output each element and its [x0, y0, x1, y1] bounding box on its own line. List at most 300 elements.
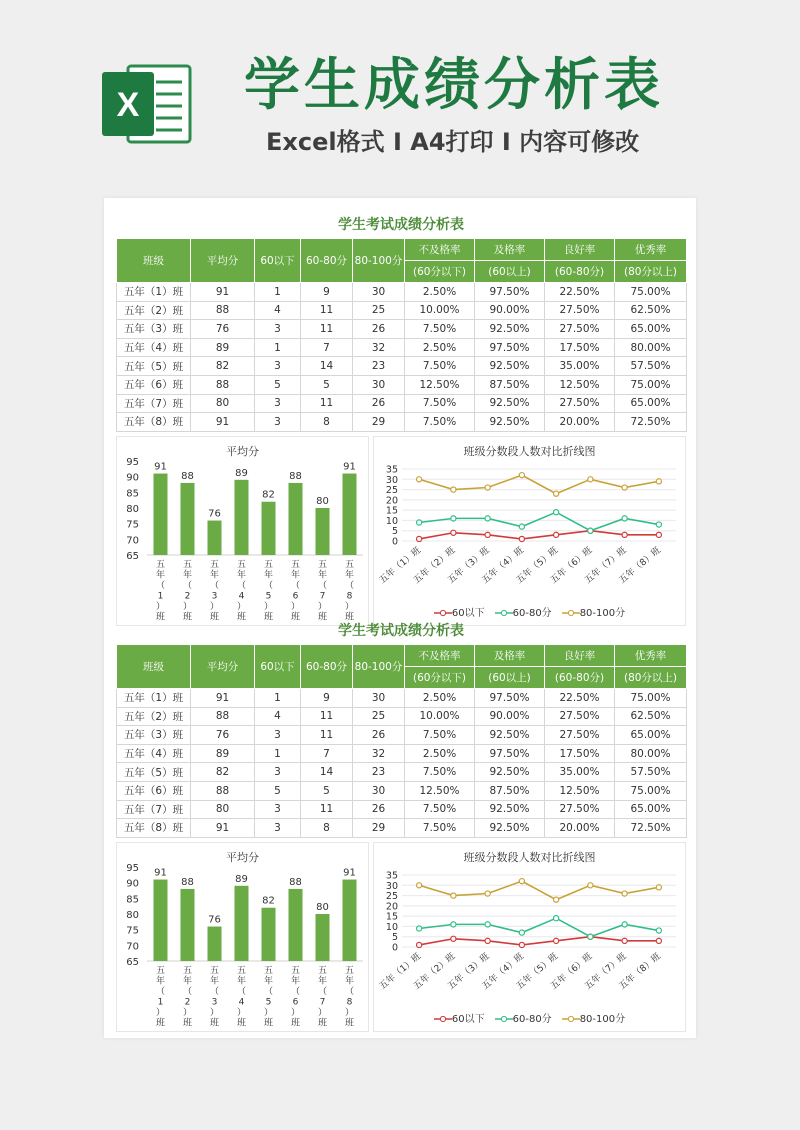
data-point	[519, 878, 524, 883]
legend-swatch-icon	[434, 1015, 452, 1023]
table-body	[117, 689, 687, 838]
bar-data-label: 80	[316, 901, 329, 913]
x-tick-label: 五年（ 8 ）班	[344, 559, 355, 623]
table-row	[117, 394, 687, 413]
header-fail-rate: 不及格率	[405, 239, 475, 261]
table-row	[117, 283, 687, 302]
bar-data-label: 82	[262, 489, 275, 501]
cell-good-rate: 22.50%	[545, 689, 615, 708]
data-point	[519, 942, 524, 947]
excel-logo-icon	[98, 58, 194, 154]
y-tick-label: 25	[385, 484, 398, 496]
cell-fail-rate: 10.00%	[405, 301, 475, 320]
bar	[154, 473, 168, 554]
cell-excellent-rate: 80.00%	[615, 744, 687, 763]
data-point	[656, 938, 661, 943]
cell-fail-rate: 7.50%	[405, 320, 475, 339]
table-row	[117, 744, 687, 763]
cell-class: 五年（3）班	[117, 320, 191, 339]
cell-pass-rate: 87.50%	[475, 781, 545, 800]
charts-row	[116, 842, 686, 1032]
header-average: 平均分	[191, 645, 255, 689]
legend-label: 60以下	[451, 607, 485, 619]
y-tick-label: 70	[126, 535, 139, 547]
data-point	[451, 936, 456, 941]
average-bar-chart	[117, 437, 370, 627]
bar	[343, 879, 357, 960]
line-chart-legend	[374, 604, 685, 619]
data-point	[656, 532, 661, 537]
cell-below-60: 3	[255, 763, 301, 782]
cell-below-60: 1	[255, 689, 301, 708]
table-row	[117, 726, 687, 745]
cell-good-rate: 27.50%	[545, 707, 615, 726]
header-good-rate: 良好率	[545, 645, 615, 667]
cell-class: 五年（5）班	[117, 763, 191, 782]
y-tick-label: 20	[385, 901, 398, 913]
svg-text:X: X	[116, 86, 140, 124]
data-point	[656, 884, 661, 889]
cell-below-60: 4	[255, 301, 301, 320]
cell-good-rate: 35.00%	[545, 763, 615, 782]
cell-fail-rate: 7.50%	[405, 357, 475, 376]
cell-average: 76	[191, 320, 255, 339]
cell-80-100: 25	[353, 707, 405, 726]
cell-class: 五年（6）班	[117, 781, 191, 800]
cell-average: 76	[191, 726, 255, 745]
y-tick-label: 5	[391, 931, 398, 943]
charts-row	[116, 436, 686, 626]
x-tick-label: 五年（7）班	[583, 545, 629, 586]
cell-pass-rate: 92.50%	[475, 726, 545, 745]
cell-class: 五年（7）班	[117, 800, 191, 819]
data-point	[554, 491, 559, 496]
cell-class: 五年（4）班	[117, 338, 191, 357]
cell-excellent-rate: 57.50%	[615, 763, 687, 782]
cell-pass-rate: 92.50%	[475, 413, 545, 432]
data-point	[622, 516, 627, 521]
y-tick-label: 95	[126, 456, 139, 468]
y-tick-label: 20	[385, 495, 398, 507]
cell-good-rate: 17.50%	[545, 338, 615, 357]
data-point	[485, 891, 490, 896]
cell-fail-rate: 7.50%	[405, 413, 475, 432]
bar-data-label: 91	[154, 461, 167, 473]
x-tick-label: 五年（4）班	[480, 951, 526, 992]
cell-average: 88	[191, 375, 255, 394]
legend-label: 60-80分	[512, 1013, 552, 1025]
data-point	[656, 928, 661, 933]
cell-60-80: 5	[301, 375, 353, 394]
cell-class: 五年（5）班	[117, 357, 191, 376]
x-tick-label: 五年（ 4 ）班	[236, 965, 247, 1029]
header-class: 班级	[117, 239, 191, 283]
cell-60-80: 5	[301, 781, 353, 800]
cell-below-60: 3	[255, 357, 301, 376]
cell-below-60: 3	[255, 819, 301, 838]
cell-60-80: 8	[301, 819, 353, 838]
y-tick-label: 35	[385, 464, 398, 476]
cell-below-60: 3	[255, 800, 301, 819]
cell-average: 91	[191, 689, 255, 708]
cell-pass-rate: 97.50%	[475, 689, 545, 708]
header-below-60: 60以下	[255, 239, 301, 283]
x-tick-label: 五年（ 1 ）班	[155, 965, 166, 1029]
cell-60-80: 9	[301, 689, 353, 708]
y-tick-label: 30	[385, 474, 398, 486]
data-point	[554, 897, 559, 902]
table-row	[117, 301, 687, 320]
cell-60-80: 11	[301, 320, 353, 339]
bar	[262, 501, 276, 554]
cell-fail-rate: 7.50%	[405, 800, 475, 819]
bar-data-label: 88	[289, 876, 302, 888]
bar	[181, 483, 195, 555]
y-tick-label: 15	[385, 911, 398, 923]
y-tick-label: 30	[385, 880, 398, 892]
cell-60-80: 14	[301, 357, 353, 376]
header-pass-rate-sub: (60以上)	[475, 261, 545, 283]
x-tick-label: 五年（ 6 ）班	[290, 559, 301, 623]
cell-60-80: 11	[301, 707, 353, 726]
x-tick-label: 五年（ 2 ）班	[182, 965, 193, 1029]
header-80-100: 80-100分	[353, 239, 405, 283]
cell-80-100: 23	[353, 357, 405, 376]
header-excellent-rate: 优秀率	[615, 239, 687, 261]
legend-item	[434, 1014, 485, 1025]
bar	[316, 508, 330, 555]
header-excellent-rate-sub: (80分以上)	[615, 261, 687, 283]
cell-pass-rate: 97.50%	[475, 283, 545, 302]
x-tick-label: 五年（1）班	[377, 545, 424, 586]
average-bar-chart	[117, 843, 370, 1033]
bar	[235, 480, 249, 555]
data-point	[519, 536, 524, 541]
cell-fail-rate: 2.50%	[405, 744, 475, 763]
cell-below-60: 1	[255, 338, 301, 357]
cell-60-80: 11	[301, 301, 353, 320]
cell-excellent-rate: 75.00%	[615, 283, 687, 302]
header-fail-rate-sub: (60分以下)	[405, 667, 475, 689]
cell-excellent-rate: 72.50%	[615, 819, 687, 838]
header-pass-rate: 及格率	[475, 645, 545, 667]
cell-class: 五年（4）班	[117, 744, 191, 763]
hero-title: 学生成绩分析表	[244, 53, 664, 118]
cell-average: 80	[191, 800, 255, 819]
cell-below-60: 4	[255, 707, 301, 726]
table-row	[117, 320, 687, 339]
y-tick-label: 90	[126, 878, 139, 890]
y-tick-label: 75	[126, 925, 139, 937]
cell-80-100: 30	[353, 689, 405, 708]
data-point	[417, 536, 422, 541]
x-tick-label: 五年（ 5 ）班	[263, 965, 274, 1029]
legend-swatch-icon	[495, 1015, 513, 1023]
cell-excellent-rate: 80.00%	[615, 338, 687, 357]
legend-swatch-icon	[434, 609, 452, 617]
cell-60-80: 7	[301, 338, 353, 357]
cell-pass-rate: 92.50%	[475, 763, 545, 782]
y-tick-label: 65	[126, 956, 139, 968]
cell-60-80: 7	[301, 744, 353, 763]
x-tick-label: 五年（8）班	[617, 951, 663, 992]
y-tick-label: 95	[126, 862, 139, 874]
table-row	[117, 763, 687, 782]
bar-data-label: 82	[262, 895, 275, 907]
x-tick-label: 五年（ 1 ）班	[155, 559, 166, 623]
cell-good-rate: 12.50%	[545, 781, 615, 800]
data-point	[451, 487, 456, 492]
x-tick-label: 五年（8）班	[617, 545, 663, 586]
table-row	[117, 338, 687, 357]
y-tick-label: 80	[126, 909, 139, 921]
bar-data-label: 91	[343, 867, 356, 879]
cell-fail-rate: 10.00%	[405, 707, 475, 726]
data-point	[451, 893, 456, 898]
cell-pass-rate: 92.50%	[475, 320, 545, 339]
cell-class: 五年（1）班	[117, 689, 191, 708]
y-tick-label: 90	[126, 472, 139, 484]
cell-fail-rate: 2.50%	[405, 689, 475, 708]
data-point	[417, 882, 422, 887]
data-point	[622, 485, 627, 490]
data-point	[588, 934, 593, 939]
cell-excellent-rate: 65.00%	[615, 800, 687, 819]
data-point	[622, 532, 627, 537]
cell-excellent-rate: 65.00%	[615, 726, 687, 745]
cell-good-rate: 20.00%	[545, 819, 615, 838]
legend-label: 60以下	[451, 1013, 485, 1025]
cell-class: 五年（8）班	[117, 819, 191, 838]
cell-below-60: 3	[255, 320, 301, 339]
cell-fail-rate: 7.50%	[405, 763, 475, 782]
cell-average: 82	[191, 357, 255, 376]
cell-excellent-rate: 72.50%	[615, 413, 687, 432]
cell-good-rate: 27.50%	[545, 800, 615, 819]
table-row	[117, 689, 687, 708]
x-tick-label: 五年（ 2 ）班	[182, 559, 193, 623]
cell-good-rate: 20.00%	[545, 413, 615, 432]
cell-fail-rate: 7.50%	[405, 819, 475, 838]
y-tick-label: 25	[385, 890, 398, 902]
data-point	[485, 532, 490, 537]
line-chart-panel	[373, 436, 686, 626]
x-tick-label: 五年（ 4 ）班	[236, 559, 247, 623]
legend-label: 80-100分	[579, 607, 626, 619]
cell-pass-rate: 92.50%	[475, 357, 545, 376]
cell-below-60: 5	[255, 781, 301, 800]
bar-data-label: 91	[154, 867, 167, 879]
x-tick-label: 五年（ 6 ）班	[290, 965, 301, 1029]
data-point	[588, 528, 593, 533]
cell-class: 五年（3）班	[117, 726, 191, 745]
x-tick-label: 五年（ 7 ）班	[317, 965, 328, 1029]
cell-pass-rate: 92.50%	[475, 394, 545, 413]
y-tick-label: 10	[385, 515, 398, 527]
y-tick-label: 0	[391, 536, 398, 548]
y-tick-label: 10	[385, 921, 398, 933]
score-table	[116, 238, 687, 432]
score-band-line-chart	[374, 843, 687, 1033]
data-point	[622, 938, 627, 943]
cell-pass-rate: 97.50%	[475, 338, 545, 357]
x-tick-label: 五年（5）班	[514, 951, 561, 992]
cell-fail-rate: 12.50%	[405, 375, 475, 394]
cell-60-80: 9	[301, 283, 353, 302]
data-point	[656, 478, 661, 483]
y-tick-label: 85	[126, 894, 139, 906]
y-tick-label: 0	[391, 942, 398, 954]
cell-fail-rate: 2.50%	[405, 283, 475, 302]
cell-average: 91	[191, 819, 255, 838]
bar	[154, 879, 168, 960]
x-tick-label: 五年（ 3 ）班	[209, 559, 220, 623]
average-chart-title: 平均分	[226, 850, 259, 864]
table-row	[117, 707, 687, 726]
table-row	[117, 413, 687, 432]
y-tick-label: 70	[126, 941, 139, 953]
y-tick-label: 65	[126, 550, 139, 562]
cell-80-100: 32	[353, 338, 405, 357]
cell-fail-rate: 2.50%	[405, 338, 475, 357]
cell-80-100: 26	[353, 394, 405, 413]
cell-pass-rate: 87.50%	[475, 375, 545, 394]
y-tick-label: 35	[385, 870, 398, 882]
data-point	[554, 938, 559, 943]
cell-pass-rate: 92.50%	[475, 800, 545, 819]
x-tick-label: 五年（6）班	[549, 545, 595, 586]
data-point	[451, 516, 456, 521]
legend-swatch-icon	[562, 1015, 580, 1023]
header-excellent-rate-sub: (80分以上)	[615, 667, 687, 689]
x-tick-label: 五年（ 7 ）班	[317, 559, 328, 623]
cell-class: 五年（2）班	[117, 707, 191, 726]
bar-data-label: 88	[289, 470, 302, 482]
cell-80-100: 30	[353, 375, 405, 394]
header-pass-rate: 及格率	[475, 239, 545, 261]
section-title: 学生考试成绩分析表	[338, 217, 464, 233]
cell-fail-rate: 12.50%	[405, 781, 475, 800]
bar-data-label: 88	[181, 876, 194, 888]
data-point	[588, 882, 593, 887]
cell-80-100: 26	[353, 320, 405, 339]
bar-data-label: 76	[208, 914, 221, 926]
legend-label: 60-80分	[512, 607, 552, 619]
y-tick-label: 75	[126, 519, 139, 531]
cell-class: 五年（7）班	[117, 394, 191, 413]
x-tick-label: 五年（3）班	[446, 545, 492, 586]
cell-excellent-rate: 62.50%	[615, 707, 687, 726]
cell-80-100: 26	[353, 800, 405, 819]
cell-good-rate: 27.50%	[545, 394, 615, 413]
header-class: 班级	[117, 645, 191, 689]
average-chart-panel	[116, 436, 369, 626]
x-tick-label: 五年（2）班	[412, 545, 458, 586]
bar-data-label: 91	[343, 461, 356, 473]
cell-80-100: 29	[353, 819, 405, 838]
cell-average: 88	[191, 707, 255, 726]
score-table	[116, 644, 687, 838]
data-point	[622, 891, 627, 896]
cell-80-100: 25	[353, 301, 405, 320]
line-chart-panel	[373, 842, 686, 1032]
table-row	[117, 781, 687, 800]
data-point	[554, 509, 559, 514]
cell-fail-rate: 7.50%	[405, 726, 475, 745]
header-pass-rate-sub: (60以上)	[475, 667, 545, 689]
cell-below-60: 1	[255, 744, 301, 763]
header-good-rate: 良好率	[545, 239, 615, 261]
data-point	[485, 516, 490, 521]
legend-swatch-icon	[495, 609, 513, 617]
x-tick-label: 五年（2）班	[412, 951, 458, 992]
cell-excellent-rate: 75.00%	[615, 781, 687, 800]
x-tick-label: 五年（ 5 ）班	[263, 559, 274, 623]
cell-excellent-rate: 62.50%	[615, 301, 687, 320]
header-good-rate-sub: (60-80分)	[545, 261, 615, 283]
cell-pass-rate: 90.00%	[475, 301, 545, 320]
cell-class: 五年（6）班	[117, 375, 191, 394]
data-point	[622, 922, 627, 927]
cell-80-100: 32	[353, 744, 405, 763]
cell-pass-rate: 92.50%	[475, 819, 545, 838]
table-row	[117, 357, 687, 376]
y-tick-label: 15	[385, 505, 398, 517]
cell-80-100: 30	[353, 781, 405, 800]
table-body	[117, 283, 687, 432]
bar-data-label: 89	[235, 873, 248, 885]
bar	[316, 914, 330, 961]
data-point	[519, 472, 524, 477]
x-tick-label: 五年（1）班	[377, 951, 424, 992]
header-average: 平均分	[191, 239, 255, 283]
cell-fail-rate: 7.50%	[405, 394, 475, 413]
header-60-80: 60-80分	[301, 239, 353, 283]
legend-item	[562, 1014, 625, 1025]
cell-good-rate: 35.00%	[545, 357, 615, 376]
cell-good-rate: 27.50%	[545, 301, 615, 320]
section-title: 学生考试成绩分析表	[338, 623, 464, 639]
cell-average: 88	[191, 301, 255, 320]
table-row	[117, 800, 687, 819]
hero-subtitle: Excel格式 Ⅰ A4打印 Ⅰ 内容可修改	[266, 128, 640, 156]
x-tick-label: 五年（ 8 ）班	[344, 965, 355, 1029]
bar	[208, 520, 222, 554]
cell-average: 91	[191, 283, 255, 302]
data-point	[417, 476, 422, 481]
cell-below-60: 3	[255, 726, 301, 745]
bar	[181, 889, 195, 961]
bar	[262, 907, 276, 960]
cell-below-60: 3	[255, 394, 301, 413]
data-point	[451, 922, 456, 927]
legend-label: 80-100分	[579, 1013, 626, 1025]
data-point	[554, 915, 559, 920]
cell-60-80: 14	[301, 763, 353, 782]
cell-below-60: 3	[255, 413, 301, 432]
data-point	[451, 530, 456, 535]
data-point	[519, 930, 524, 935]
cell-excellent-rate: 65.00%	[615, 320, 687, 339]
bar-data-label: 89	[235, 467, 248, 479]
header-excellent-rate: 优秀率	[615, 645, 687, 667]
y-tick-label: 5	[391, 525, 398, 537]
cell-60-80: 8	[301, 413, 353, 432]
cell-80-100: 29	[353, 413, 405, 432]
cell-below-60: 1	[255, 283, 301, 302]
bar-data-label: 76	[208, 508, 221, 520]
cell-excellent-rate: 75.00%	[615, 375, 687, 394]
